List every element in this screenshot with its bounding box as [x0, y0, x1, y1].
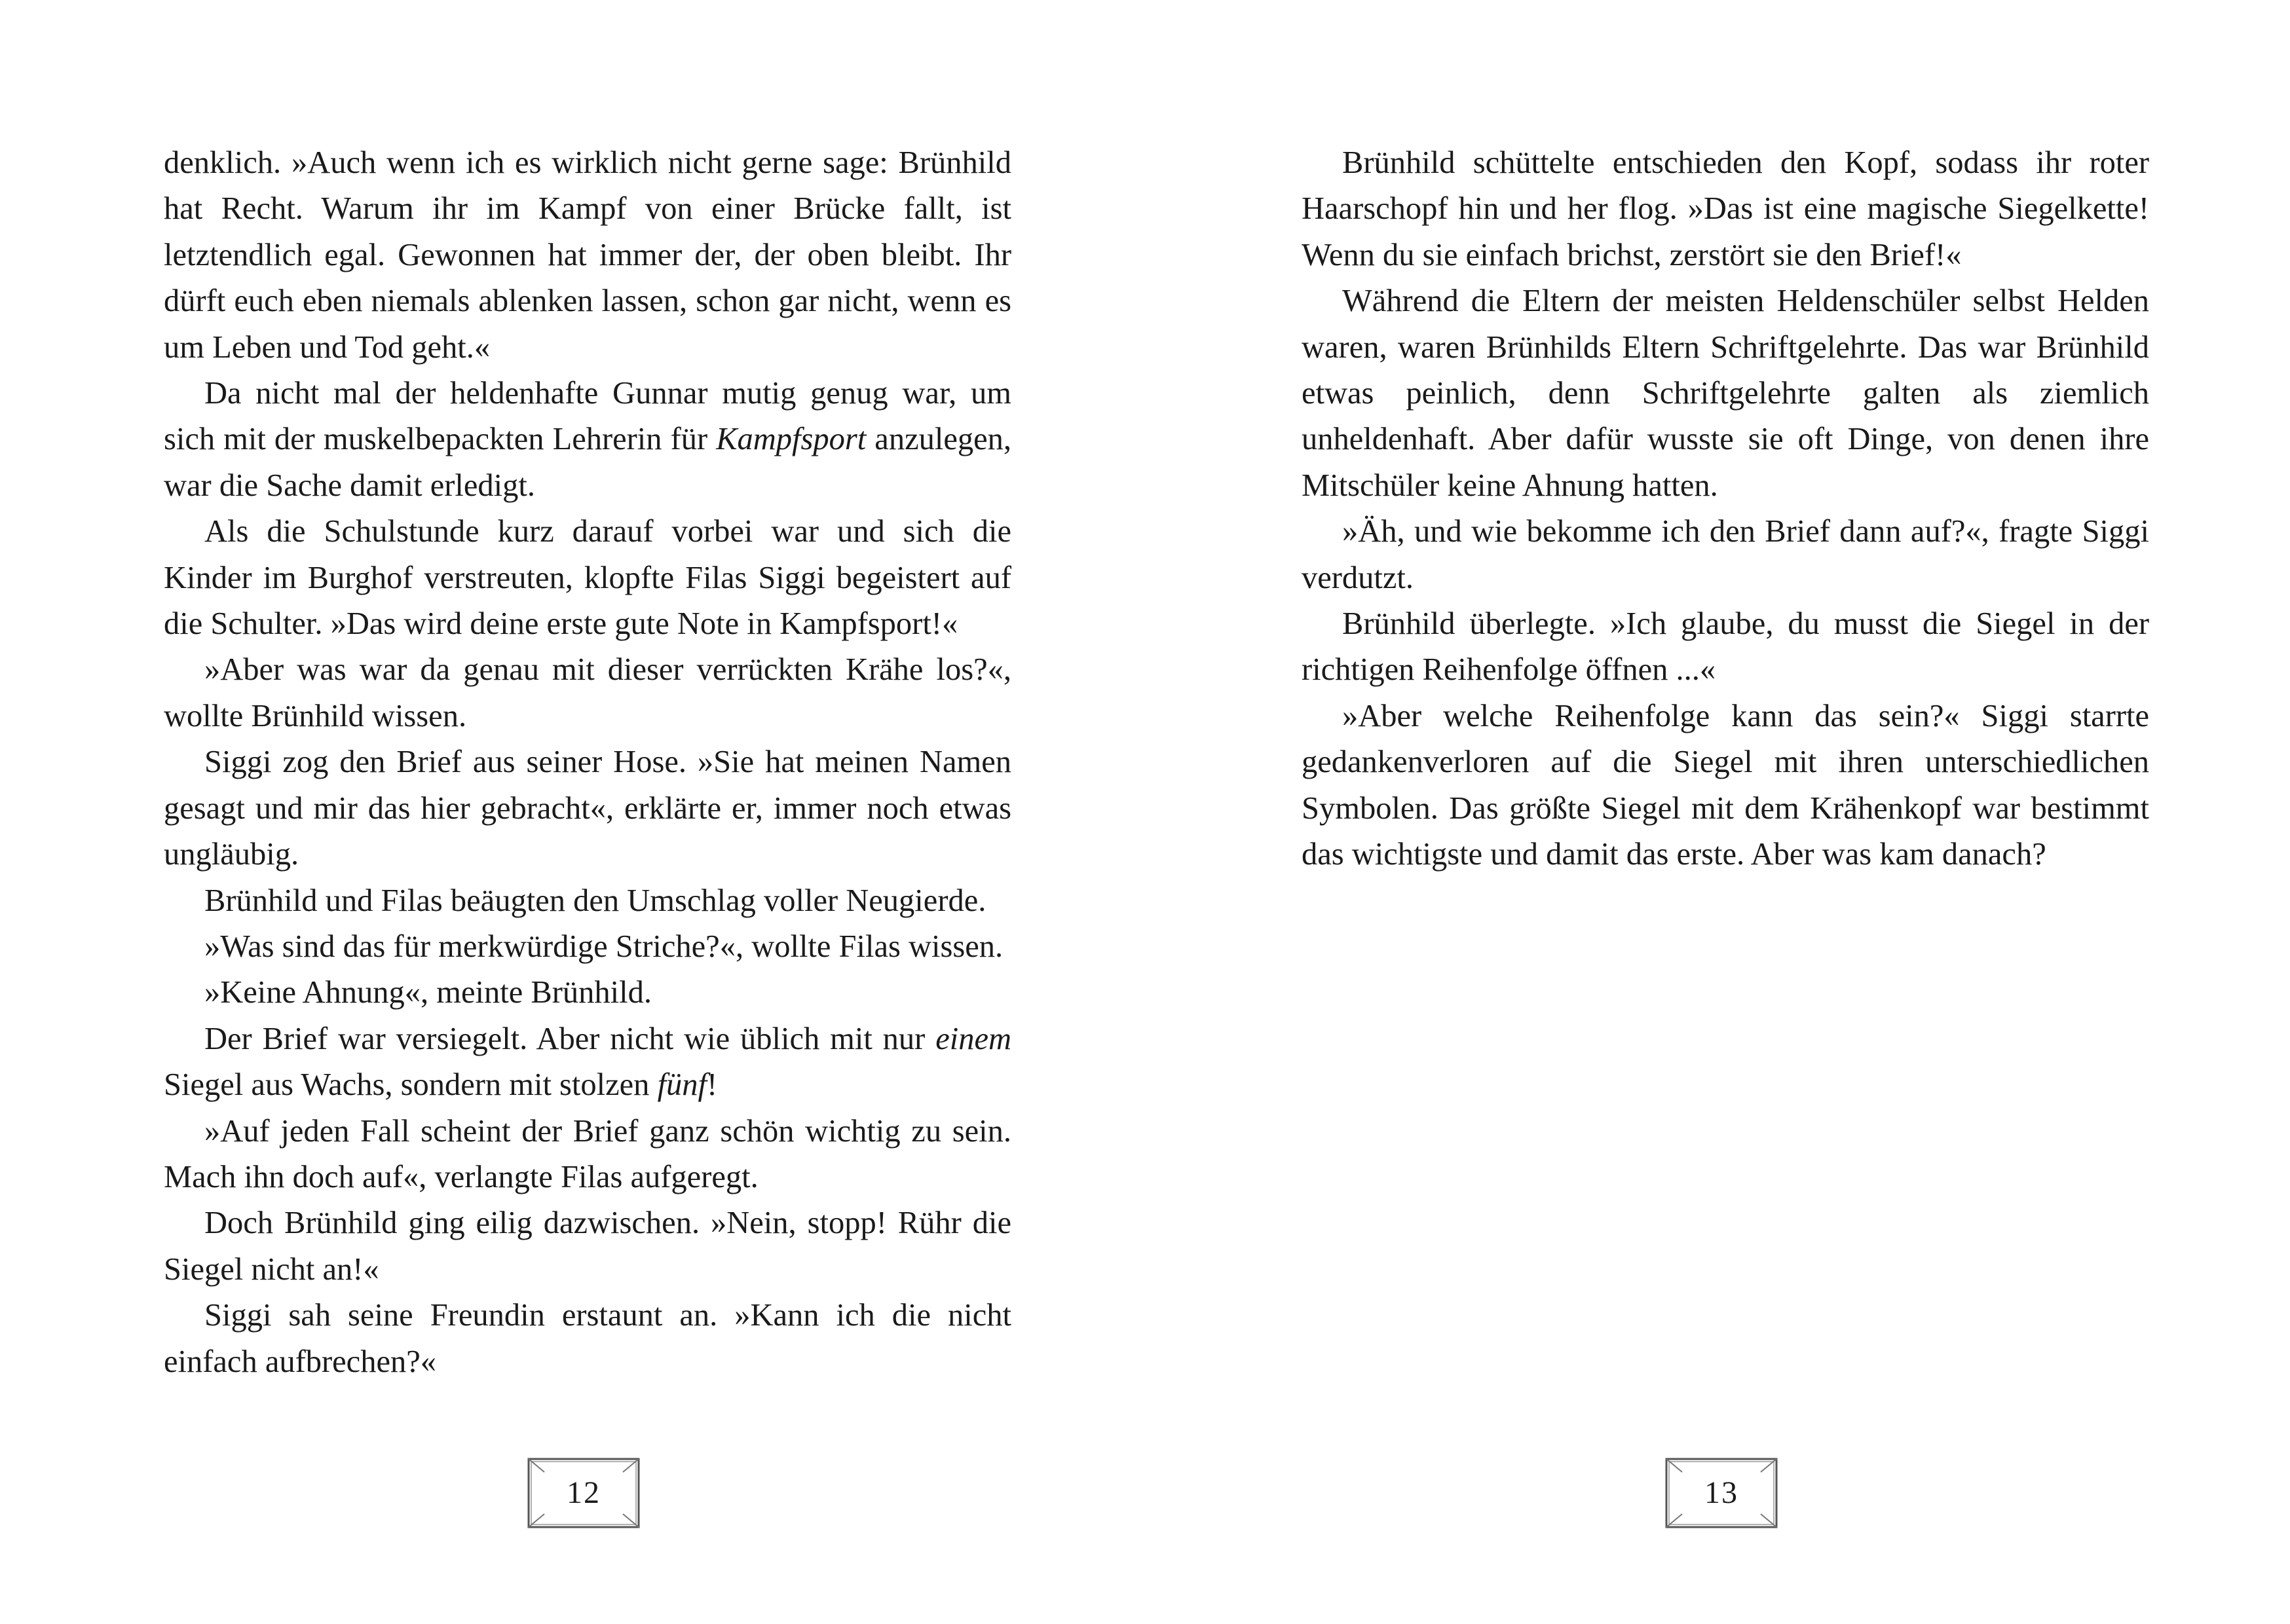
paragraph — [164, 140, 1011, 371]
paragraph — [164, 647, 1011, 739]
text-run: Siggi sah seine Freundin erstaunt an. »Kann ich die nicht einfach aufbrechen?« — [164, 1298, 1011, 1379]
text-run: Doch Brünhild ging eilig dazwischen. »Nein, stopp! Rühr die Siegel nicht an!« — [164, 1206, 1011, 1287]
text-run: Brünhild und Filas beäugten den Umschlag voller Neugierde. — [204, 883, 986, 918]
page-number-frame-right — [1662, 1455, 1780, 1531]
italic-text: Kampfsport — [716, 422, 867, 457]
text-run: Während die Eltern der meisten Heldenschüler selbst Helden waren, waren Brünhilds Eltern Schriftgelehrte. Das war Brünhild etwas peinlich, denn Schriftgelehrte galten als ziemlich unheldenhaft. Aber dafür wusste sie oft Dinge, von denen ihre Mitschüler keine Ahnung hatten. — [1302, 284, 2149, 503]
text-run: »Aber welche Reihenfolge kann das sein?« Siggi starrte gedankenverloren auf die Siegel mit ihren unterschiedlichen Symbolen. Das größte Siegel mit dem Krähenkopf war bestimmt das wichtigste und damit das erste. Aber was kam danach? — [1302, 698, 2149, 872]
text-run: Brünhild schüttelte entschieden den Kopf, sodass ihr roter Haarschopf hin und her flog. »Das ist eine magische Siegelkette! Wenn du sie einfach brichst, zerstört sie den Brief!« — [1302, 145, 2149, 272]
right-page-text — [1302, 140, 2149, 878]
paragraph — [164, 1016, 1011, 1109]
text-run: »Keine Ahnung«, meinte Brünhild. — [204, 975, 652, 1010]
paragraph — [164, 371, 1011, 509]
text-run: »Was sind das für merkwürdige Striche?«, wollte Filas wissen. — [204, 929, 1004, 964]
paragraph — [164, 1293, 1011, 1385]
text-run: ! — [707, 1067, 718, 1103]
paragraph — [164, 1109, 1011, 1201]
text-run: Brünhild überlegte. »Ich glaube, du musst die Siegel in der richtigen Reihenfolge öffnen ...« — [1302, 606, 2149, 688]
text-run: »Äh, und wie bekomme ich den Brief dann auf?«, fragte Siggi verdutzt. — [1302, 514, 2149, 595]
italic-text: einem — [935, 1021, 1011, 1056]
text-run: Da nicht mal der heldenhafte Gunnar mutig genug war, um sich mit der muskelbepackten Lehrerin für — [164, 376, 1011, 457]
page-number: 13 — [1704, 1475, 1738, 1510]
paragraph — [164, 1200, 1011, 1293]
italic-text: fünf — [657, 1067, 707, 1103]
paragraph — [1302, 509, 2149, 601]
text-run: anzulegen, war die Sache damit erledigt. — [164, 422, 1011, 503]
paragraph — [164, 924, 1011, 970]
text-run: Der Brief war versiegelt. Aber nicht wie üblich mit nur — [204, 1021, 936, 1056]
text-run: denklich. »Auch wenn ich es wirklich nicht gerne sage: Brünhild hat Recht. Warum ihr im Kampf von einer Brücke fallt, ist letztendlich egal. Gewonnen hat immer der, der oben bleibt. Ihr dürft euch eben niemals ablenken lassen, schon gar nicht, wenn es um Leben und Tod geht.« — [164, 145, 1011, 365]
paragraph — [164, 739, 1011, 877]
text-run: Als die Schulstunde kurz darauf vorbei war und sich die Kinder im Burghof verstreuten, klopfte Filas Siggi begeistert auf die Schulter. »Das wird deine erste gute Note in Kampfsport!« — [164, 514, 1011, 642]
text-run: »Aber was war da genau mit dieser verrückten Krähe los?«, wollte Brünhild wissen. — [164, 652, 1011, 733]
paragraph — [1302, 140, 2149, 278]
paragraph — [1302, 601, 2149, 693]
text-run: Siggi zog den Brief aus seiner Hose. »Sie hat meinen Namen gesagt und mir das hier gebracht«, erklärte er, immer noch etwas ungläubig. — [164, 745, 1011, 872]
text-run: Siegel aus Wachs, sondern mit stolzen — [164, 1067, 658, 1103]
text-run: »Auf jeden Fall scheint der Brief ganz schön wichtig zu sein. Mach ihn doch auf«, verlangte Filas aufgeregt. — [164, 1113, 1011, 1194]
paragraph — [164, 970, 1011, 1016]
paragraph — [164, 878, 1011, 924]
left-page-text — [164, 140, 1011, 1385]
page-number-frame-left — [525, 1455, 643, 1531]
paragraph — [164, 509, 1011, 647]
page-number: 12 — [567, 1475, 601, 1510]
paragraph — [1302, 693, 2149, 878]
paragraph — [1302, 278, 2149, 509]
